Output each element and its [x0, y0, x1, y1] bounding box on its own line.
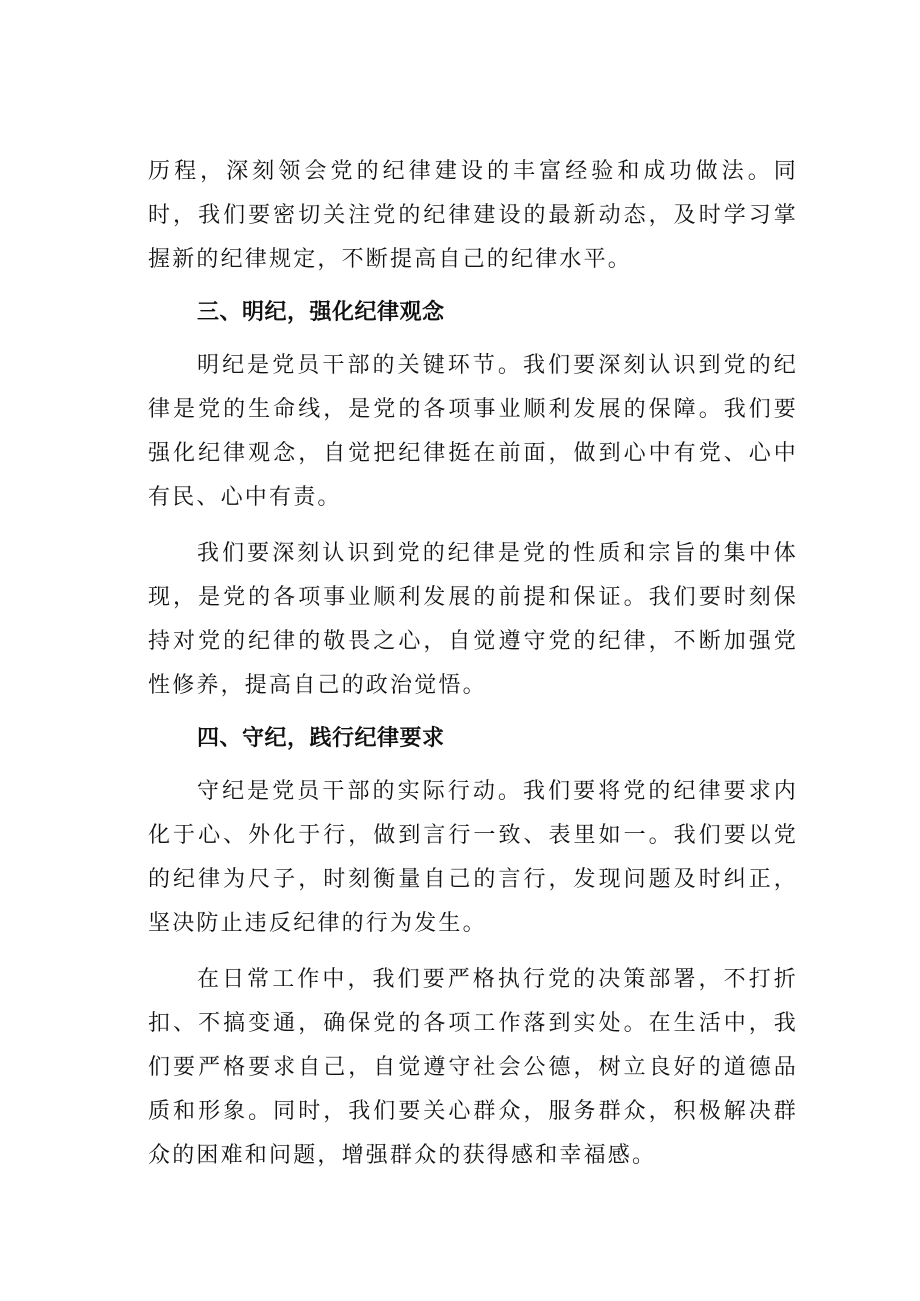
body-paragraph-3: 我们要深刻认识到党的纪律是党的性质和宗旨的集中体现，是党的各项事业顺利发展的前提和保证。我们要时刻保持对党的纪律的敬畏之心，自觉遵守党的纪律，不断加强党性修养，提高自己的政治觉悟。	[148, 541, 798, 698]
section-heading-4: 四、守纪，践行纪律要求	[197, 726, 445, 751]
body-paragraph-2: 明纪是党员干部的关键环节。我们要深刻认识到党的纪律是党的生命线，是党的各项事业顺利发展的保障。我们要强化纪律观念，自觉把纪律挺在前面，做到心中有党、心中有民、心中有责。	[148, 353, 798, 510]
body-paragraph-5: 在日常工作中，我们要严格执行党的决策部署，不打折扣、不搞变通，确保党的各项工作落到实处。在生活中，我们要严格要求自己，自觉遵守社会公德，树立良好的道德品质和形象。同时，我们要关心群众，服务群众，积极解决群众的困难和问题，增强群众的获得感和幸福感。	[148, 967, 798, 1168]
document-page	[148, 150, 798, 1178]
section-heading-3: 三、明纪，强化纪律观念	[197, 300, 445, 325]
body-paragraph-4: 守纪是党员干部的实际行动。我们要将党的纪律要求内化于心、外化于行，做到言行一致、表里如一。我们要以党的纪律为尺子，时刻衡量自己的言行，发现问题及时纠正，坚决防止违反纪律的行为发生。	[148, 779, 798, 936]
body-paragraph-1: 历程，深刻领会党的纪律建设的丰富经验和成功做法。同时，我们要密切关注党的纪律建设的最新动态，及时学习掌握新的纪律规定，不断提高自己的纪律水平。	[148, 159, 798, 272]
